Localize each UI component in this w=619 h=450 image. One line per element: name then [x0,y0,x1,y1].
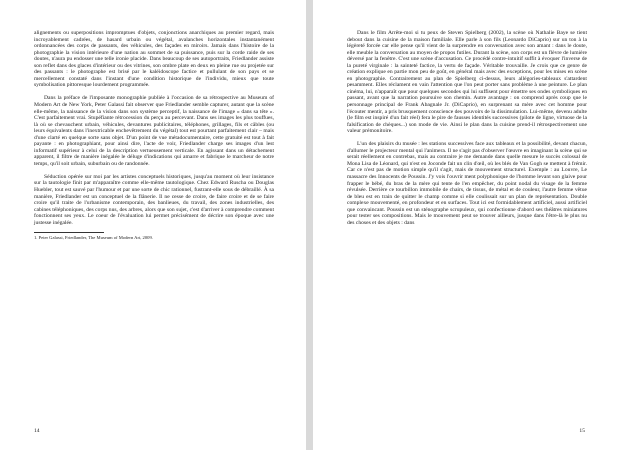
right-page-text [347,30,587,226]
right-paragraph-2: L'un des plaisirs du musée : les stations successives face aux tableaux et la possibilité, devant chacun, d'allumer le projecteur mental qui l'animera. Il ne s'agit pas d'observer l'œuvre en imaginant la scène qui se serait réellement en contrebas, mais au contraire je me demande dans quelle mesure le succès colossal de Mona Lisa de Léonard, qui n'est en Joconde fait un clin d'œil, où les blés de Van Gogh se mettent à frémir. Car ce n'est pas de motion simple qu'il s'agit, mais de mouvement structurel. Exemple : au Louvre, Le massacre des Innocents de Poussin. J'y vois l'ouvrir ment polyphonique de l'homme levant son glaive pour frapper le bébé, du bras de la mère qui tente de l'en empêcher, du point nodal du visage de la femme révulsée. Derrière ce tourbillon immobile de chairs, de tissus, de métal et de couleur, l'autre femme vêtue de bleu est en train de quitter le champ comme si elle coulissait sur un plan de représentation. Double complexe mouvementé, en profondeur et en surfaces. Tout ici est formidablement artificiel, aussi artificiel que convaincant. Poussin est un sténographe scrupuleux, qui confectionne d'abord ses théâtres miniatures pour tester ses compositions. Mais le mouvement peut se trouver ailleurs, jusque dans l'être-là le plus nu des choses et des objets : dans [347,141,587,226]
right-page [313,0,619,450]
gutter [306,0,313,450]
left-paragraph-2: Dans la préface de l'imposante monographie publiée à l'occasion de sa rétrospective au Museum of Modern Art de New York, Peter Galassi fait observer que Friedlander semble capturer, autant que la scène elle-même, la naissance de la vision dans son système perceptif, la naissance de l'image « dans sa tête ». C'est parfaitement vrai. Stupéfiante rétrocession du perçu au percevant. Dans ses images les plus touffues, là où se chevauchent urbain, véhicules, devantures publicitaires, téléphones, grillages, fils et câbles (ou leurs équivalents dans l'inextricable enchevêtrement du végétal) tout est pourtant parfaitement clair – mais d'une clarté en quelque sorte sans objet. D'un point de vue métadocumentaire, cette gratuité est tout à fait payante : en photographiant, pour ainsi dire, l'acte de voir, Friedlander charge ses images d'un lest informatif supérieur à celui de la description vertueusement verticale. En agissant dans un détachement apparent, il filtre de manière inégalée le déluge d'indications qui amarre et fabrique le marcheur de notre temps, qu'il soit urbain, suburbain ou de randonnée. [34,95,274,167]
footnote-rule [34,232,104,233]
page-number-right: 15 [579,428,585,434]
footnote: 1. Peter Galassi, Friedlander, The Museum of Modern Art, 2009. [34,235,153,241]
left-page-text [34,30,274,241]
right-paragraph-1: Dans le film Arrête-moi si tu peux de Steven Spielberg (2002), la scène où Nathalie Baye se tient debout dans la cuisine de la maison familiale. Elle parle à son fils (Leonardo DiCaprio) sur un ton à la légèreté forcée car elle pense qu'il vient de la surprendre en conversation avec son amant : dans le doute, elle meuble la conversation au moyen de propos futiles. Durant la scène, son corps est un flèvre de lumière déversé par la fenêtre. C'est une scène d'accusation. Ce procédé contre-intuitif suffit à évoquer l'inverse de la pureté virginale : la sainteté factice, la vertu de façade. Véritable trouvaille. Je crois que ce genre de création explique en partie mon peu de goût, en général mais avec des exceptions, pour les mises en scène en photographie. Contrairement au plan de Spielberg ci-dessus, leurs allégories-tableaux s'attardent pesamment. Elles réclament en vain l'attention que l'on peut porter sans problème à une peinture. Le plan cinéma, lui, n'apparaît que pour quelques secondes qui lui suffisent pour émettre ses ondes symboliques en passant, avant que la narration poursuive son chemin. Autre avantage : on comprend après coup que le personnage principal de Frank Abagnale Jr. (DiCaprio), en surprenant sa mère avec cet homme pour l'écouter mentir, a pris brusquement conscience des pouvoirs de la dissimulation. Lui-même, devenu adulte (le film est inspiré d'un fait réel) fera le pire de fausses identités successives (pilote de ligne, virtuose de la falsification de chèques...) son mode de vie. Ainsi le plan dans la cuisine prend-il rétrospectivement une valeur prémonitoire. [347,30,587,135]
left-paragraph-1: alignements ou superpositions impromptues d'objets, conjonctions anarchiques au premier regard, mais incroyablement cadrées, de hasard urbain ou végétal, avalanches horizontales instantanément ordonnancées des corps de passants, des véhicules, des façades en miroirs. Jamais dans l'histoire de la photographie la vision intérieure d'une nation au sommet de sa puissance, puis sur la corde raide de ses doutes, n'aura pu endosser une telle ironie placide. Dans beaucoup de ses autoportraits, Friedlander assiste son reflet dans des glaces d'intérieur ou des vitrines, son ombre plate en deux en pleine rue ou projetée sur des passants : le photographe est brisé par le kaléidoscope factice et pullulant de son pays et se mercellement constaté dans l'instant d'une condition historique de l'individu, mieux que toute symbolisation pittoresque lourdement programmée. [34,30,274,89]
left-paragraph-3: Séduction opérée sur moi par les artistes conceptuels historiques, jusqu'au moment où leur insistance sur la tautologie finit par m'apparaître comme elle-même tautologique. Chez Edward Ruscha ou Douglas Huebler, tout est sauvé par l'humour et par une sorte de chic rationnel, fustrant-elle sous de débraillé. À sa manière, Friedlander est un conceptuel de la flânerie. Il ne cesse de croire, de faire croire et de se faire croire qu'il traite de l'urbanisme contemporain, des banlieues, du travail, des zones industrielles, des cabines téléphoniques, des corps nus, des arbres, alors que son sujet, c'est d'arriver à comprendre comment fonctionnent ses yeux. Le coeur de l'évaluation lui permet précisément de décrire son époque avec une justesse inégalée. [34,173,274,226]
page-number-left: 14 [34,428,40,434]
left-page [0,0,306,450]
